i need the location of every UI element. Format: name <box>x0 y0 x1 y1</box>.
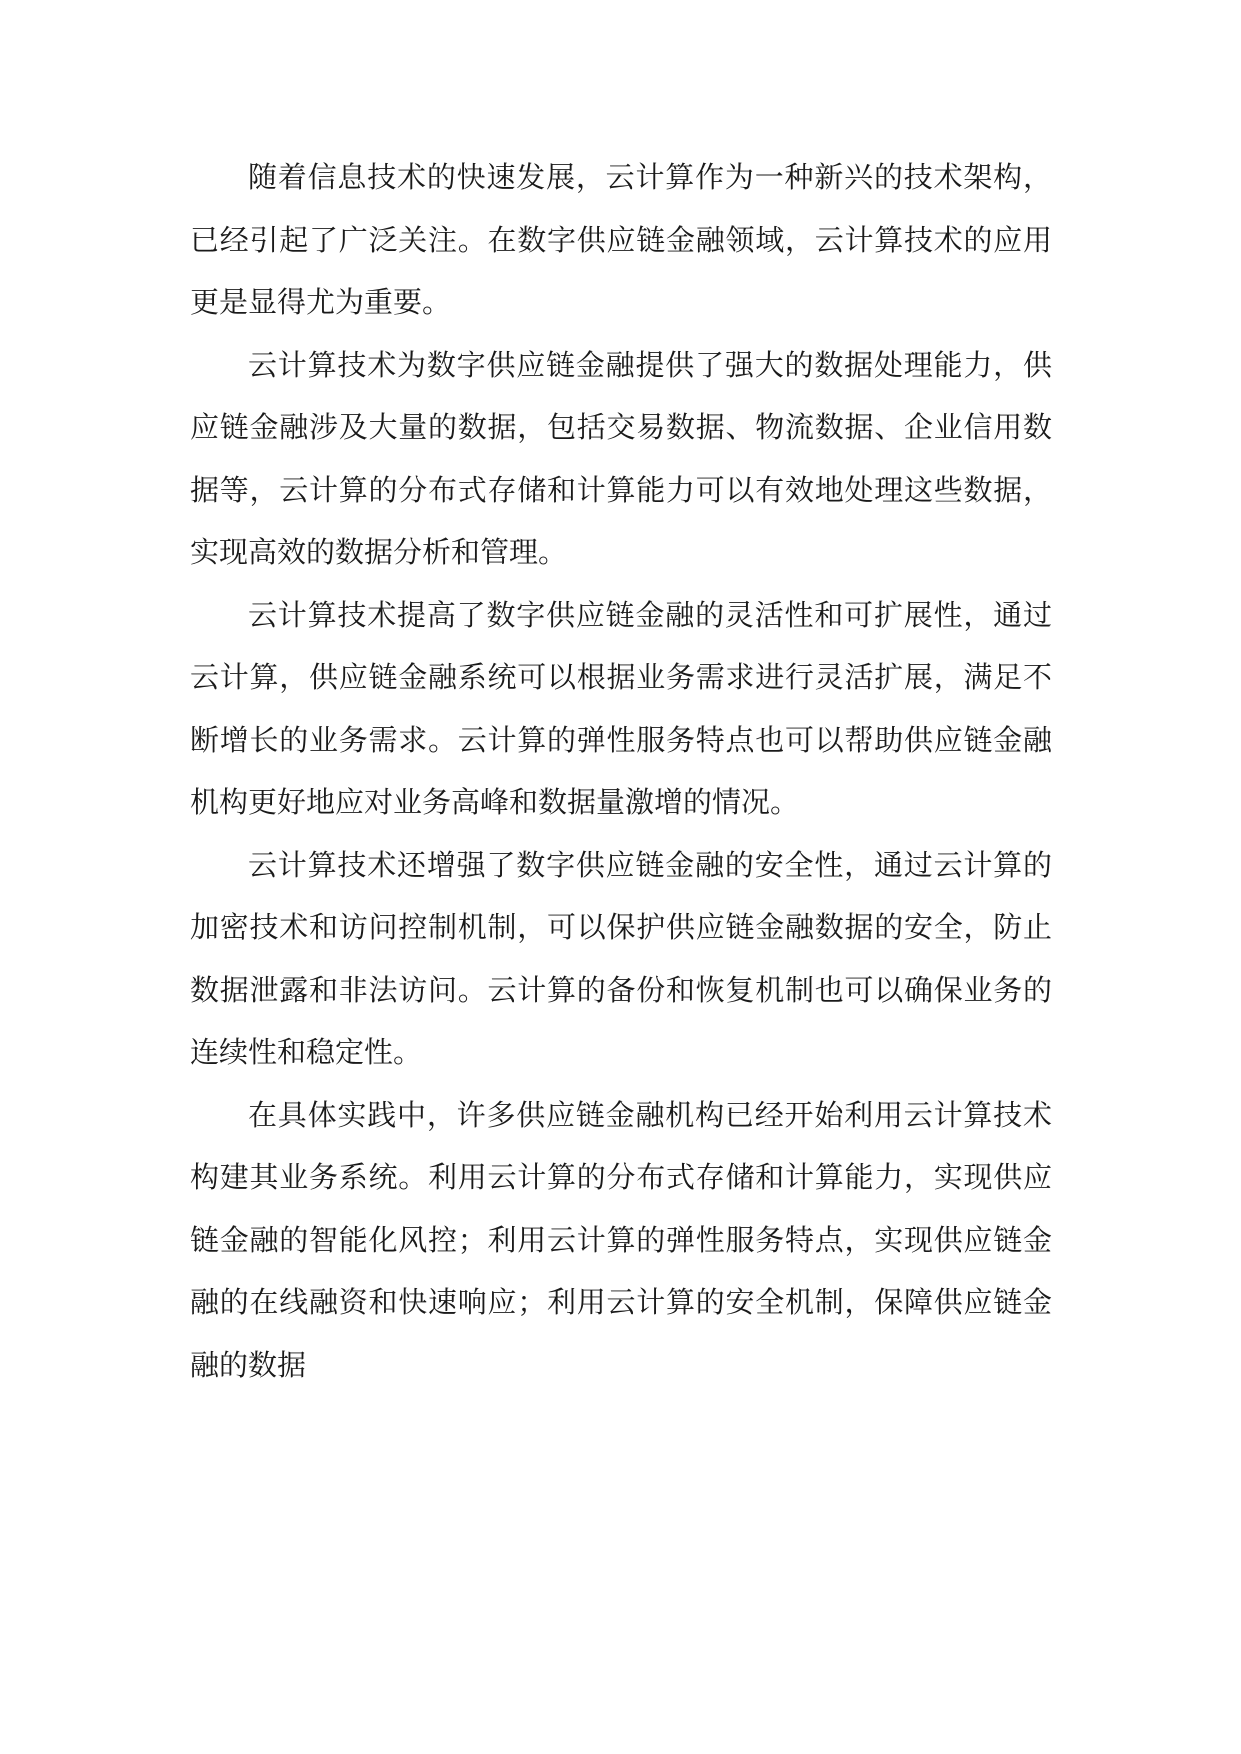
paragraph-2: 云计算技术为数字供应链金融提供了强大的数据处理能力，供应链金融涉及大量的数据，包括交易数据、物流数据、企业信用数据等，云计算的分布式存储和计算能力可以有效地处理这些数据，实现高效的数据分析和管理。 <box>190 347 1052 569</box>
paragraph-4: 云计算技术还增强了数字供应链金融的安全性，通过云计算的加密技术和访问控制机制，可以保护供应链金融数据的安全，防止数据泄露和非法访问。云计算的备份和恢复机制也可以确保业务的连续性和稳定性。 <box>190 847 1052 1069</box>
document-body <box>190 146 1052 1396</box>
paragraph-3: 云计算技术提高了数字供应链金融的灵活性和可扩展性，通过云计算，供应链金融系统可以根据业务需求进行灵活扩展，满足不断增长的业务需求。云计算的弹性服务特点也可以帮助供应链金融机构更好地应对业务高峰和数据量激增的情况。 <box>190 597 1052 819</box>
paragraph-5: 在具体实践中，许多供应链金融机构已经开始利用云计算技术构建其业务系统。利用云计算的分布式存储和计算能力，实现供应链金融的智能化风控；利用云计算的弹性服务特点，实现供应链金融的在线融资和快速响应；利用云计算的安全机制，保障供应链金融的数据 <box>190 1097 1052 1382</box>
paragraph-1: 随着信息技术的快速发展，云计算作为一种新兴的技术架构，已经引起了广泛关注。在数字供应链金融领域，云计算技术的应用更是显得尤为重要。 <box>190 160 1052 319</box>
